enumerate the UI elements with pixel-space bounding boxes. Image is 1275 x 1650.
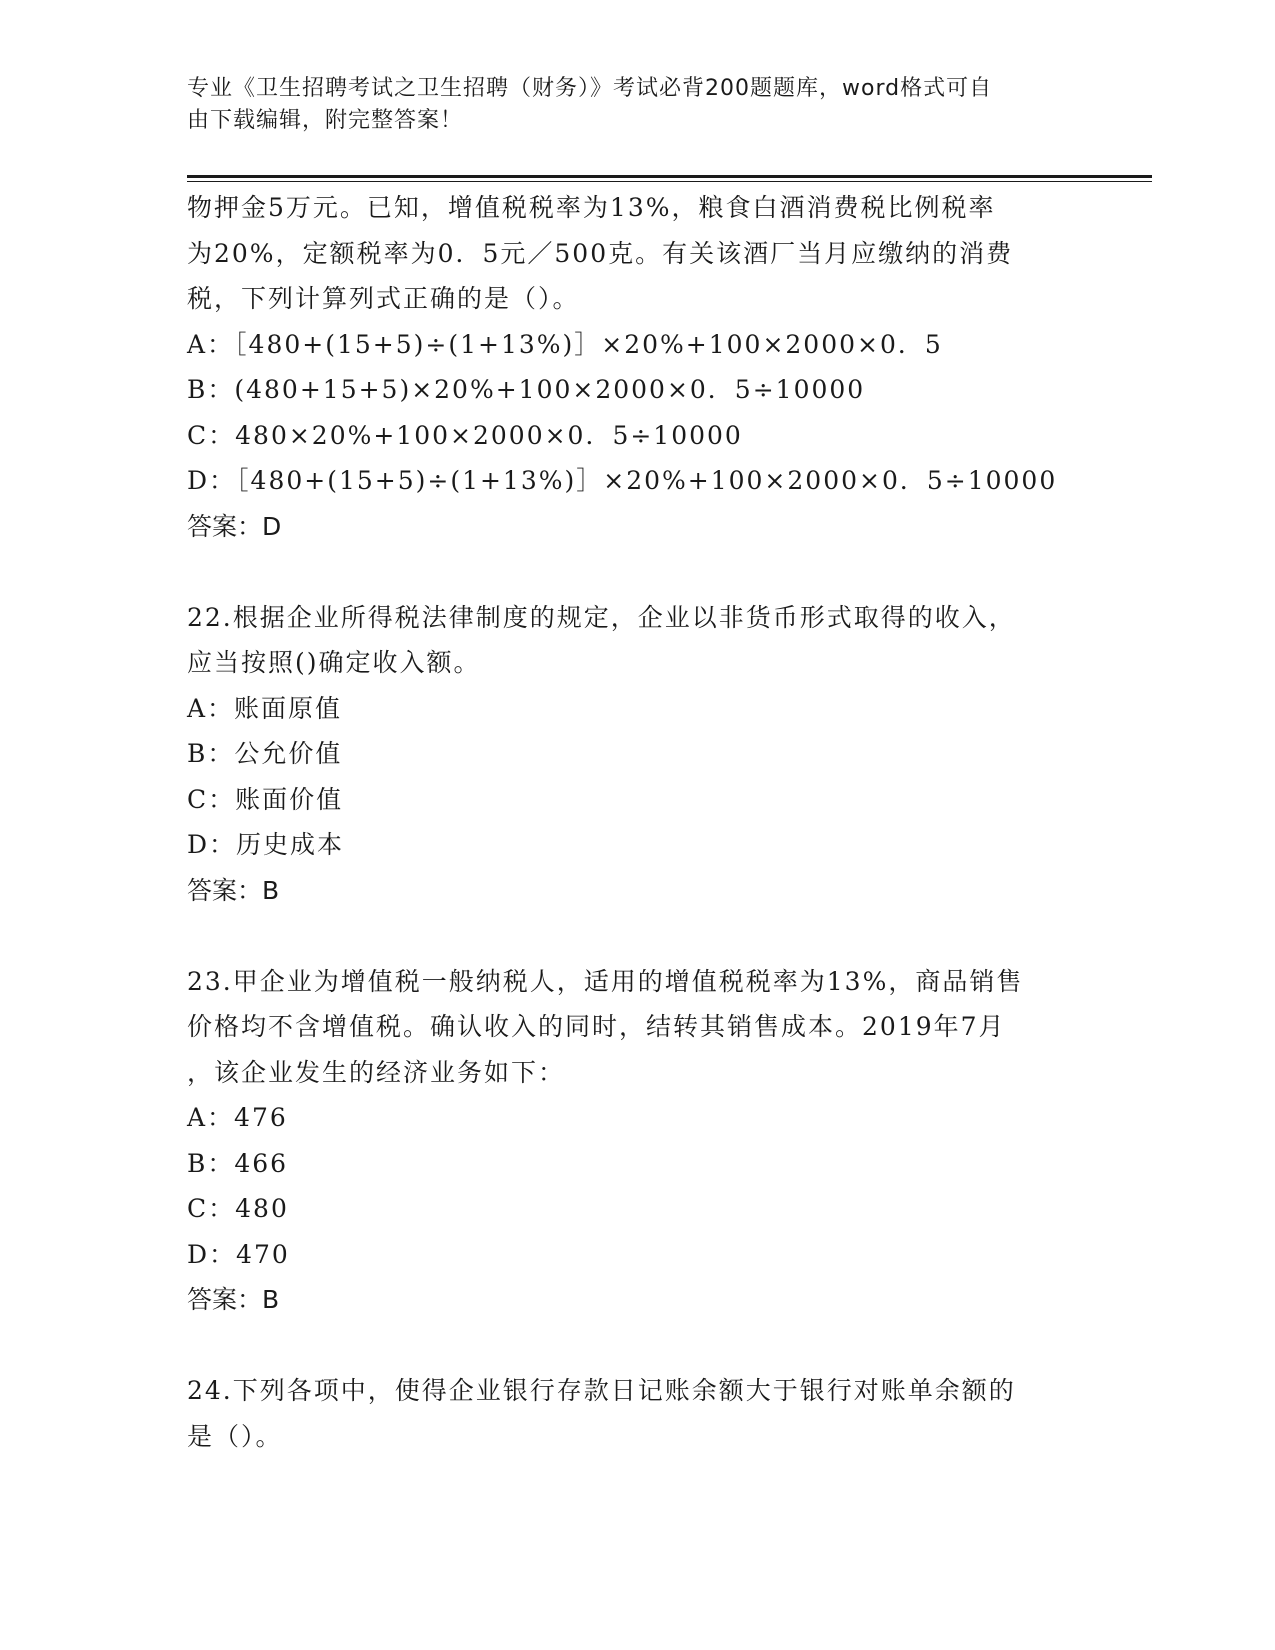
answer-label: 答案：B bbox=[187, 1285, 280, 1314]
question-24 bbox=[187, 1368, 1087, 1459]
question-21 bbox=[187, 185, 1087, 549]
document-header bbox=[187, 73, 1067, 137]
spacer bbox=[187, 913, 1087, 959]
question-stem-line: 23.甲企业为增值税一般纳税人，适用的增值税税率为13%，商品销售 bbox=[187, 966, 1024, 996]
answer-label: 答案：B bbox=[187, 875, 280, 905]
question-stem-line: 是（）。 bbox=[187, 1421, 283, 1451]
answer-label: 答案：D bbox=[187, 511, 282, 541]
option-c: C：480×20%+100×2000×0．5÷10000 bbox=[187, 420, 743, 450]
option-a: A：［480+(15+5)÷(1+13%)］×20%+100×2000×0．5 bbox=[187, 329, 943, 359]
option-b: B：466 bbox=[187, 1148, 289, 1178]
question-stem-line: 为20%，定额税率为0．5元／500克。有关该酒厂当月应缴纳的消费 bbox=[187, 238, 1014, 268]
question-stem-line: 税，下列计算列式正确的是（）。 bbox=[187, 284, 580, 313]
option-d: D：［480+(15+5)÷(1+13%)］×20%+100×2000×0．5÷10000 bbox=[187, 466, 1058, 495]
option-b: B：(480+15+5)×20%+100×2000×0．5÷10000 bbox=[187, 375, 866, 404]
option-c: C：账面价值 bbox=[187, 784, 344, 814]
question-stem-line: ，该企业发生的经济业务如下： bbox=[187, 1057, 566, 1087]
question-23 bbox=[187, 959, 1087, 1323]
question-stem-line: 物押金5万元。已知，增值税税率为13%，粮食白酒消费税比例税率 bbox=[187, 193, 996, 222]
header-divider bbox=[187, 175, 1152, 178]
option-a: A：账面原值 bbox=[187, 693, 343, 723]
spacer bbox=[187, 1323, 1087, 1369]
header-line: 由下载编辑，附完整答案！ bbox=[187, 108, 464, 133]
option-c: C：480 bbox=[187, 1194, 289, 1223]
header-divider-thin bbox=[187, 181, 1152, 182]
option-b: B：公允价值 bbox=[187, 739, 343, 768]
question-stem-line: 22.根据企业所得税法律制度的规定，企业以非货币形式取得的收入， bbox=[187, 602, 1016, 632]
question-stem-line: 价格均不含增值税。确认收入的同时，结转其销售成本。2019年7月 bbox=[187, 1012, 1006, 1041]
question-stem-line: 24.下列各项中，使得企业银行存款日记账余额大于银行对账单余额的 bbox=[187, 1376, 1016, 1405]
document-body bbox=[187, 185, 1087, 1459]
option-d: D：470 bbox=[187, 1239, 290, 1269]
header-line: 专业《卫生招聘考试之卫生招聘（财务）》考试必背200题题库，word格式可自 bbox=[187, 76, 993, 101]
spacer bbox=[187, 549, 1087, 595]
question-22 bbox=[187, 595, 1087, 914]
option-d: D：历史成本 bbox=[187, 830, 345, 859]
option-a: A：476 bbox=[187, 1103, 288, 1132]
question-stem-line: 应当按照()确定收入额。 bbox=[187, 648, 481, 677]
